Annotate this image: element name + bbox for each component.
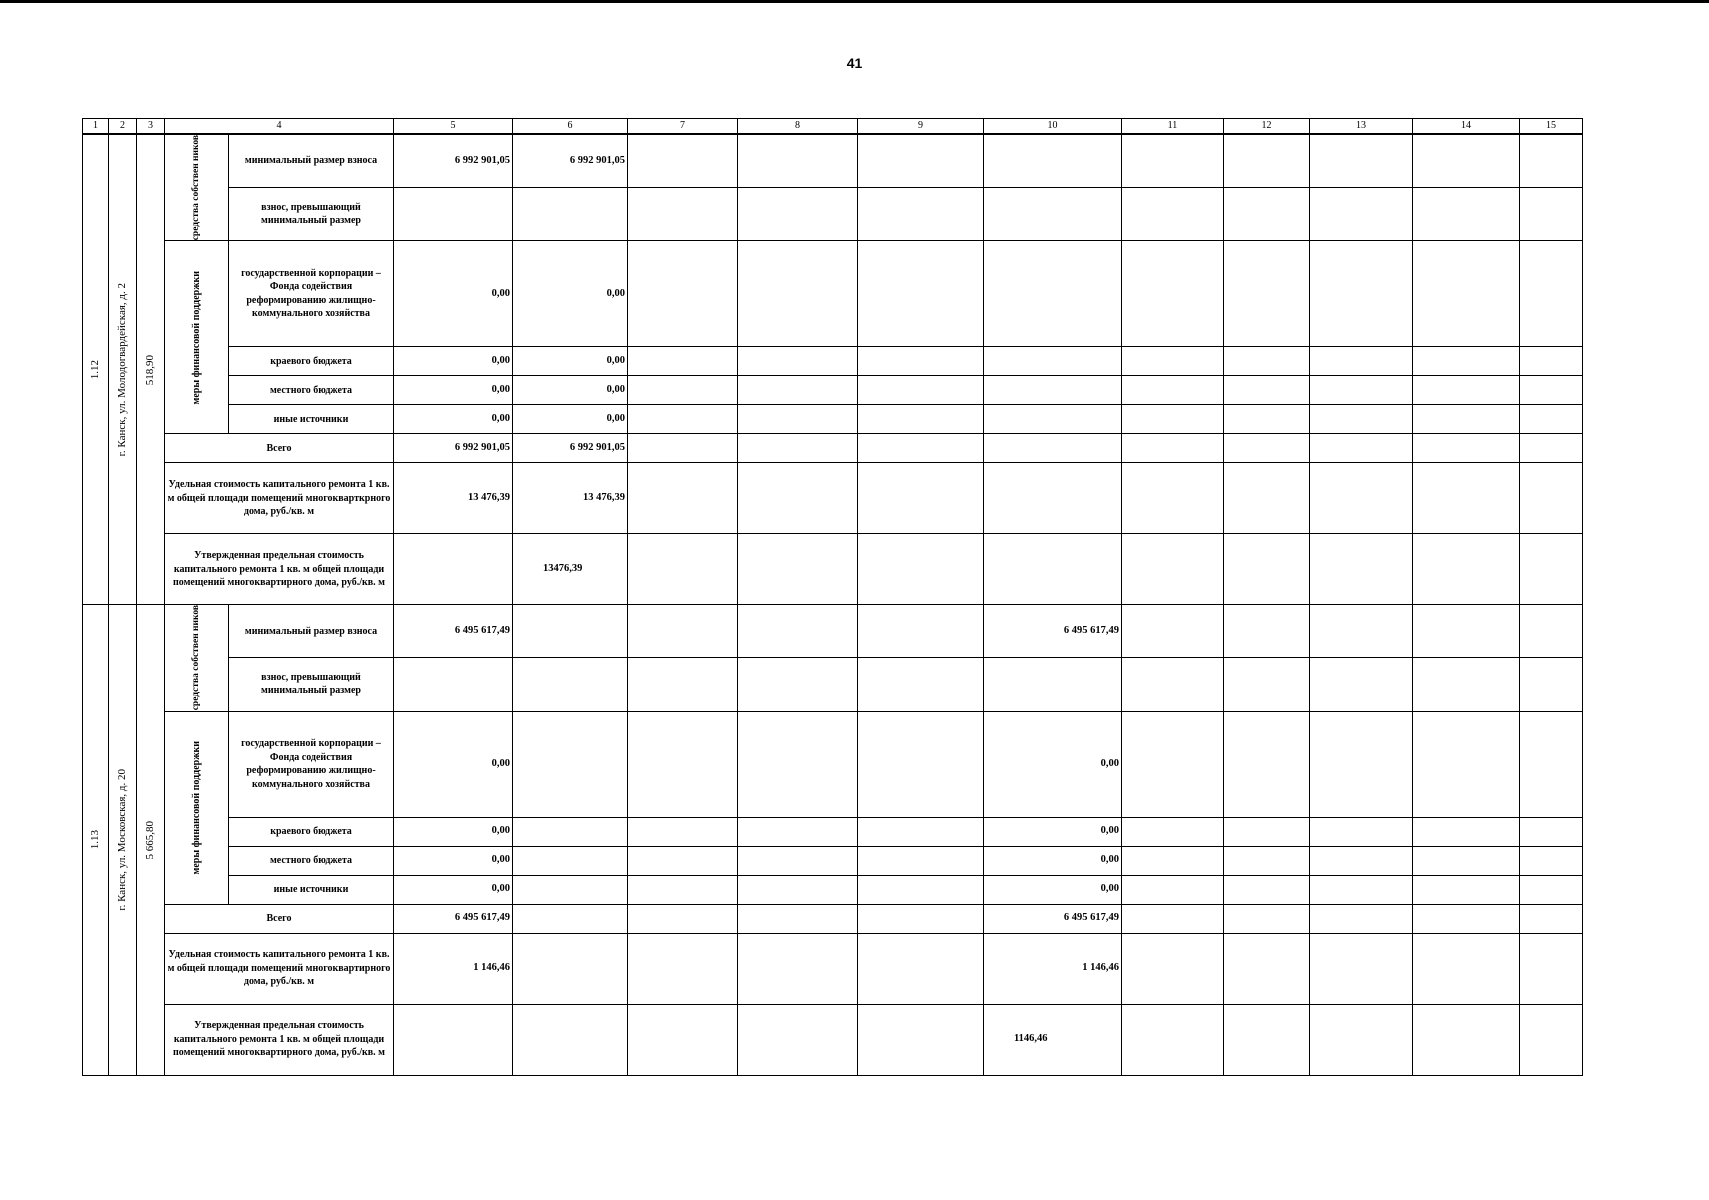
min-contribution-col-11 bbox=[1122, 605, 1224, 658]
limit-cost-col-5 bbox=[394, 1004, 513, 1075]
total-col-12 bbox=[1224, 434, 1310, 463]
corp-col-8 bbox=[738, 241, 858, 347]
min-contribution-col-14 bbox=[1413, 134, 1520, 187]
corp-col-5: 0,00 bbox=[394, 241, 513, 347]
limit-cost-col-10: 1146,46 bbox=[984, 1004, 1122, 1075]
regional-col-10: 0,00 bbox=[984, 817, 1122, 846]
local-col-10: 0,00 bbox=[984, 846, 1122, 875]
limit-cost-label: Утвержденная предельная стоимость капитального ремонта 1 кв. м общей площади помещений многоквартирного дома, руб./кв. м bbox=[165, 1004, 394, 1075]
regional-col-9 bbox=[858, 347, 984, 376]
over-min-col-7 bbox=[628, 187, 738, 240]
corp-col-12 bbox=[1224, 711, 1310, 817]
other-col-7 bbox=[628, 405, 738, 434]
local-col-6: 0,00 bbox=[513, 376, 628, 405]
unit-cost-col-10 bbox=[984, 463, 1122, 534]
other-col-12 bbox=[1224, 875, 1310, 904]
over-min-col-12 bbox=[1224, 658, 1310, 711]
regional-col-11 bbox=[1122, 817, 1224, 846]
over-min-col-15 bbox=[1520, 658, 1583, 711]
min-contribution-col-10: 6 495 617,49 bbox=[984, 605, 1122, 658]
regional-col-12 bbox=[1224, 347, 1310, 376]
min-contribution-col-7 bbox=[628, 605, 738, 658]
min-contribution-label: минимальный размер взноса bbox=[229, 134, 394, 187]
table-row bbox=[83, 711, 1583, 817]
record-address-text: г. Канск, ул. Молодогвардейская, д. 2 bbox=[116, 282, 129, 457]
local-col-10 bbox=[984, 376, 1122, 405]
support-label bbox=[165, 241, 229, 434]
corp-col-9 bbox=[858, 241, 984, 347]
table-row bbox=[83, 817, 1583, 846]
owners-funds-label-text: средства собствен ников bbox=[191, 135, 202, 241]
limit-cost-col-5 bbox=[394, 534, 513, 605]
unit-cost-col-10: 1 146,46 bbox=[984, 933, 1122, 1004]
record-number bbox=[83, 134, 109, 605]
corp-col-15 bbox=[1520, 711, 1583, 817]
total-col-14 bbox=[1413, 904, 1520, 933]
other-col-5: 0,00 bbox=[394, 875, 513, 904]
table-row bbox=[83, 187, 1583, 240]
corp-label: государственной корпорации – Фонда содействия реформированию жилищно-коммунального хозяйства bbox=[229, 711, 394, 817]
table-row bbox=[83, 605, 1583, 658]
regional-col-8 bbox=[738, 347, 858, 376]
limit-cost-col-14 bbox=[1413, 534, 1520, 605]
corp-col-10: 0,00 bbox=[984, 711, 1122, 817]
regional-col-5: 0,00 bbox=[394, 347, 513, 376]
col-header-2: 2 bbox=[109, 119, 137, 135]
col-header-1: 1 bbox=[83, 119, 109, 135]
regional-col-8 bbox=[738, 817, 858, 846]
over-min-col-13 bbox=[1310, 658, 1413, 711]
limit-cost-col-7 bbox=[628, 534, 738, 605]
col-header-4: 4 bbox=[165, 119, 394, 135]
corp-col-11 bbox=[1122, 241, 1224, 347]
regional-col-7 bbox=[628, 817, 738, 846]
regional-col-11 bbox=[1122, 347, 1224, 376]
total-label: Всего bbox=[165, 434, 394, 463]
corp-col-14 bbox=[1413, 241, 1520, 347]
min-contribution-col-7 bbox=[628, 134, 738, 187]
min-contribution-col-6 bbox=[513, 605, 628, 658]
table-row bbox=[83, 241, 1583, 347]
record-number bbox=[83, 605, 109, 1075]
local-col-14 bbox=[1413, 376, 1520, 405]
record-area-text: 5 665,80 bbox=[144, 820, 157, 860]
corp-col-10 bbox=[984, 241, 1122, 347]
local-col-14 bbox=[1413, 846, 1520, 875]
total-col-6: 6 992 901,05 bbox=[513, 434, 628, 463]
min-contribution-col-8 bbox=[738, 605, 858, 658]
over-min-col-11 bbox=[1122, 187, 1224, 240]
local-col-7 bbox=[628, 376, 738, 405]
other-col-6 bbox=[513, 875, 628, 904]
corp-col-12 bbox=[1224, 241, 1310, 347]
local-col-9 bbox=[858, 376, 984, 405]
other-col-5: 0,00 bbox=[394, 405, 513, 434]
other-col-13 bbox=[1310, 875, 1413, 904]
regional-label: краевого бюджета bbox=[229, 347, 394, 376]
total-col-13 bbox=[1310, 434, 1413, 463]
min-contribution-col-13 bbox=[1310, 134, 1413, 187]
regional-col-13 bbox=[1310, 347, 1413, 376]
min-contribution-col-12 bbox=[1224, 134, 1310, 187]
table-row bbox=[83, 875, 1583, 904]
total-col-8 bbox=[738, 904, 858, 933]
table-row bbox=[83, 1004, 1583, 1075]
other-col-9 bbox=[858, 405, 984, 434]
limit-cost-col-8 bbox=[738, 534, 858, 605]
other-col-8 bbox=[738, 875, 858, 904]
other-col-11 bbox=[1122, 405, 1224, 434]
corp-col-7 bbox=[628, 241, 738, 347]
unit-cost-col-6: 13 476,39 bbox=[513, 463, 628, 534]
limit-cost-col-6 bbox=[513, 1004, 628, 1075]
unit-cost-col-9 bbox=[858, 933, 984, 1004]
corp-col-6: 0,00 bbox=[513, 241, 628, 347]
local-col-15 bbox=[1520, 846, 1583, 875]
table-row bbox=[83, 376, 1583, 405]
other-col-10: 0,00 bbox=[984, 875, 1122, 904]
top-rule bbox=[0, 0, 1709, 3]
other-label: иные источники bbox=[229, 875, 394, 904]
other-col-9 bbox=[858, 875, 984, 904]
min-contribution-col-6: 6 992 901,05 bbox=[513, 134, 628, 187]
regional-col-6: 0,00 bbox=[513, 347, 628, 376]
other-col-7 bbox=[628, 875, 738, 904]
local-col-5: 0,00 bbox=[394, 376, 513, 405]
unit-cost-col-12 bbox=[1224, 933, 1310, 1004]
limit-cost-col-9 bbox=[858, 1004, 984, 1075]
support-label bbox=[165, 711, 229, 904]
regional-col-5: 0,00 bbox=[394, 817, 513, 846]
total-col-7 bbox=[628, 434, 738, 463]
other-col-14 bbox=[1413, 405, 1520, 434]
unit-cost-col-9 bbox=[858, 463, 984, 534]
local-col-13 bbox=[1310, 846, 1413, 875]
local-col-8 bbox=[738, 846, 858, 875]
limit-cost-col-10 bbox=[984, 534, 1122, 605]
regional-col-15 bbox=[1520, 347, 1583, 376]
regional-col-12 bbox=[1224, 817, 1310, 846]
table-row bbox=[83, 463, 1583, 534]
col-header-8: 8 bbox=[738, 119, 858, 135]
other-col-6: 0,00 bbox=[513, 405, 628, 434]
record-number-text: 1.13 bbox=[89, 830, 102, 850]
other-col-8 bbox=[738, 405, 858, 434]
min-contribution-col-12 bbox=[1224, 605, 1310, 658]
over-min-col-10 bbox=[984, 187, 1122, 240]
total-col-9 bbox=[858, 904, 984, 933]
unit-cost-col-5: 1 146,46 bbox=[394, 933, 513, 1004]
over-min-col-5 bbox=[394, 658, 513, 711]
over-min-col-9 bbox=[858, 187, 984, 240]
limit-cost-col-11 bbox=[1122, 534, 1224, 605]
unit-cost-col-7 bbox=[628, 933, 738, 1004]
min-contribution-col-13 bbox=[1310, 605, 1413, 658]
total-col-5: 6 992 901,05 bbox=[394, 434, 513, 463]
program-table bbox=[82, 118, 1583, 1076]
table-row bbox=[83, 347, 1583, 376]
other-col-11 bbox=[1122, 875, 1224, 904]
total-col-11 bbox=[1122, 904, 1224, 933]
over-min-col-14 bbox=[1413, 187, 1520, 240]
col-header-3: 3 bbox=[137, 119, 165, 135]
unit-cost-col-13 bbox=[1310, 463, 1413, 534]
table-row bbox=[83, 933, 1583, 1004]
table-row bbox=[83, 658, 1583, 711]
limit-cost-col-6: 13476,39 bbox=[513, 534, 628, 605]
col-header-14: 14 bbox=[1413, 119, 1520, 135]
corp-col-13 bbox=[1310, 241, 1413, 347]
over-min-col-5 bbox=[394, 187, 513, 240]
record-address bbox=[109, 605, 137, 1075]
unit-cost-col-15 bbox=[1520, 463, 1583, 534]
over-min-col-7 bbox=[628, 658, 738, 711]
unit-cost-col-14 bbox=[1413, 933, 1520, 1004]
table-row bbox=[83, 846, 1583, 875]
limit-cost-col-13 bbox=[1310, 534, 1413, 605]
total-col-5: 6 495 617,49 bbox=[394, 904, 513, 933]
over-min-col-8 bbox=[738, 187, 858, 240]
local-col-9 bbox=[858, 846, 984, 875]
unit-cost-col-8 bbox=[738, 463, 858, 534]
record-address bbox=[109, 134, 137, 605]
other-col-15 bbox=[1520, 875, 1583, 904]
local-col-6 bbox=[513, 846, 628, 875]
corp-col-6 bbox=[513, 711, 628, 817]
page-number: 41 bbox=[846, 55, 863, 71]
col-header-12: 12 bbox=[1224, 119, 1310, 135]
corp-col-5: 0,00 bbox=[394, 711, 513, 817]
corp-col-14 bbox=[1413, 711, 1520, 817]
total-col-12 bbox=[1224, 904, 1310, 933]
other-label: иные источники bbox=[229, 405, 394, 434]
over-min-label: взнос, превышающий минимальный размер bbox=[229, 187, 394, 240]
over-min-col-8 bbox=[738, 658, 858, 711]
record-area bbox=[137, 134, 165, 605]
limit-cost-col-7 bbox=[628, 1004, 738, 1075]
column-number-row bbox=[83, 119, 1583, 135]
unit-cost-col-8 bbox=[738, 933, 858, 1004]
corp-col-8 bbox=[738, 711, 858, 817]
local-col-11 bbox=[1122, 846, 1224, 875]
corp-col-11 bbox=[1122, 711, 1224, 817]
local-col-8 bbox=[738, 376, 858, 405]
over-min-col-6 bbox=[513, 187, 628, 240]
total-col-11 bbox=[1122, 434, 1224, 463]
total-col-14 bbox=[1413, 434, 1520, 463]
min-contribution-col-9 bbox=[858, 134, 984, 187]
regional-label: краевого бюджета bbox=[229, 817, 394, 846]
record-area bbox=[137, 605, 165, 1075]
table-row bbox=[83, 405, 1583, 434]
total-col-6 bbox=[513, 904, 628, 933]
support-label-text: меры финансовой поддержки bbox=[190, 740, 202, 875]
regional-col-13 bbox=[1310, 817, 1413, 846]
col-header-5: 5 bbox=[394, 119, 513, 135]
regional-col-10 bbox=[984, 347, 1122, 376]
over-min-col-15 bbox=[1520, 187, 1583, 240]
min-contribution-col-15 bbox=[1520, 605, 1583, 658]
total-label: Всего bbox=[165, 904, 394, 933]
min-contribution-col-5: 6 992 901,05 bbox=[394, 134, 513, 187]
regional-col-15 bbox=[1520, 817, 1583, 846]
limit-cost-col-12 bbox=[1224, 534, 1310, 605]
unit-cost-col-5: 13 476,39 bbox=[394, 463, 513, 534]
total-col-15 bbox=[1520, 904, 1583, 933]
over-min-col-12 bbox=[1224, 187, 1310, 240]
limit-cost-col-15 bbox=[1520, 1004, 1583, 1075]
total-col-13 bbox=[1310, 904, 1413, 933]
owners-funds-label bbox=[165, 605, 229, 711]
min-contribution-col-10 bbox=[984, 134, 1122, 187]
limit-cost-label: Утвержденная предельная стоимость капитального ремонта 1 кв. м общей площади помещений многоквартирного дома, руб./кв. м bbox=[165, 534, 394, 605]
total-col-10: 6 495 617,49 bbox=[984, 904, 1122, 933]
corp-col-9 bbox=[858, 711, 984, 817]
limit-cost-col-12 bbox=[1224, 1004, 1310, 1075]
min-contribution-col-11 bbox=[1122, 134, 1224, 187]
local-col-7 bbox=[628, 846, 738, 875]
limit-cost-col-9 bbox=[858, 534, 984, 605]
over-min-col-10 bbox=[984, 658, 1122, 711]
regional-col-6 bbox=[513, 817, 628, 846]
unit-cost-col-7 bbox=[628, 463, 738, 534]
corp-label: государственной корпорации – Фонда содействия реформированию жилищно-коммунального хозяйства bbox=[229, 241, 394, 347]
col-header-9: 9 bbox=[858, 119, 984, 135]
total-col-15 bbox=[1520, 434, 1583, 463]
min-contribution-col-15 bbox=[1520, 134, 1583, 187]
local-col-12 bbox=[1224, 376, 1310, 405]
other-col-15 bbox=[1520, 405, 1583, 434]
unit-cost-col-11 bbox=[1122, 463, 1224, 534]
unit-cost-col-12 bbox=[1224, 463, 1310, 534]
unit-cost-col-11 bbox=[1122, 933, 1224, 1004]
local-label: местного бюджета bbox=[229, 376, 394, 405]
over-min-col-14 bbox=[1413, 658, 1520, 711]
over-min-col-11 bbox=[1122, 658, 1224, 711]
local-col-11 bbox=[1122, 376, 1224, 405]
table-row bbox=[83, 534, 1583, 605]
owners-funds-label bbox=[165, 134, 229, 241]
table-row bbox=[83, 434, 1583, 463]
min-contribution-col-9 bbox=[858, 605, 984, 658]
over-min-col-9 bbox=[858, 658, 984, 711]
support-label-text: меры финансовой поддержки bbox=[190, 270, 202, 405]
table-row bbox=[83, 904, 1583, 933]
local-col-13 bbox=[1310, 376, 1413, 405]
local-col-5: 0,00 bbox=[394, 846, 513, 875]
unit-cost-col-14 bbox=[1413, 463, 1520, 534]
over-min-col-6 bbox=[513, 658, 628, 711]
unit-cost-label: Удельная стоимость капитального ремонта 1 кв. м общей площади помещений многокварткрного дома, руб./кв. м bbox=[165, 463, 394, 534]
regional-col-7 bbox=[628, 347, 738, 376]
record-address-text: г. Канск, ул. Московская, д. 20 bbox=[116, 769, 129, 911]
col-header-15: 15 bbox=[1520, 119, 1583, 135]
limit-cost-col-14 bbox=[1413, 1004, 1520, 1075]
total-col-7 bbox=[628, 904, 738, 933]
record-number-text: 1.12 bbox=[89, 360, 102, 380]
record-area-text: 518,90 bbox=[144, 354, 157, 385]
local-col-12 bbox=[1224, 846, 1310, 875]
total-col-8 bbox=[738, 434, 858, 463]
regional-col-9 bbox=[858, 817, 984, 846]
corp-col-7 bbox=[628, 711, 738, 817]
local-label: местного бюджета bbox=[229, 846, 394, 875]
limit-cost-col-15 bbox=[1520, 534, 1583, 605]
corp-col-15 bbox=[1520, 241, 1583, 347]
min-contribution-col-5: 6 495 617,49 bbox=[394, 605, 513, 658]
other-col-10 bbox=[984, 405, 1122, 434]
min-contribution-col-14 bbox=[1413, 605, 1520, 658]
unit-cost-label: Удельная стоимость капитального ремонта 1 кв. м общей площади помещений многоквартирного дома, руб./кв. м bbox=[165, 933, 394, 1004]
min-contribution-col-8 bbox=[738, 134, 858, 187]
unit-cost-col-6 bbox=[513, 933, 628, 1004]
limit-cost-col-13 bbox=[1310, 1004, 1413, 1075]
other-col-13 bbox=[1310, 405, 1413, 434]
other-col-14 bbox=[1413, 875, 1520, 904]
other-col-12 bbox=[1224, 405, 1310, 434]
over-min-col-13 bbox=[1310, 187, 1413, 240]
col-header-11: 11 bbox=[1122, 119, 1224, 135]
limit-cost-col-11 bbox=[1122, 1004, 1224, 1075]
table-row bbox=[83, 134, 1583, 187]
min-contribution-label: минимальный размер взноса bbox=[229, 605, 394, 658]
over-min-label: взнос, превышающий минимальный размер bbox=[229, 658, 394, 711]
limit-cost-col-8 bbox=[738, 1004, 858, 1075]
total-col-9 bbox=[858, 434, 984, 463]
col-header-10: 10 bbox=[984, 119, 1122, 135]
local-col-15 bbox=[1520, 376, 1583, 405]
total-col-10 bbox=[984, 434, 1122, 463]
col-header-7: 7 bbox=[628, 119, 738, 135]
col-header-6: 6 bbox=[513, 119, 628, 135]
corp-col-13 bbox=[1310, 711, 1413, 817]
unit-cost-col-13 bbox=[1310, 933, 1413, 1004]
regional-col-14 bbox=[1413, 347, 1520, 376]
unit-cost-col-15 bbox=[1520, 933, 1583, 1004]
owners-funds-label-text: средства собствен ников bbox=[191, 605, 202, 711]
col-header-13: 13 bbox=[1310, 119, 1413, 135]
regional-col-14 bbox=[1413, 817, 1520, 846]
